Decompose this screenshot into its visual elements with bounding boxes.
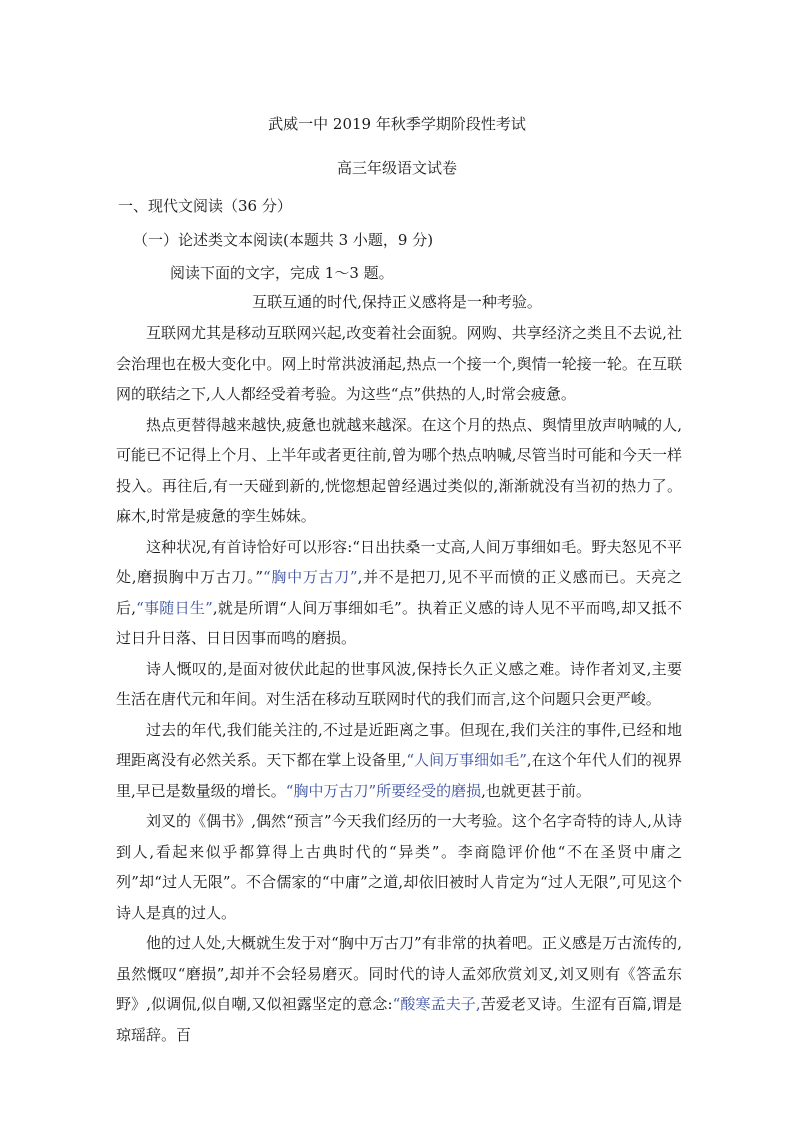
paragraph-5-highlight-a: “人间万事细如毛” — [406, 751, 527, 769]
paragraph-5-text-c: ,也就更甚于前。 — [481, 781, 591, 800]
paragraph-3-text-b: ,并不是把刀,见不平而愤的正义感而已。天亮之后, — [116, 568, 683, 617]
paragraph-1: 互联网尤其是移动互联网兴起,改变着社会面貌。网购、共享经济之类且不去说,社会治理也在极大变化中。网上时常洪波涌起,热点一个接一个,舆情一轮接一轮。在互联网的联结之下,人人都经受着考验。为这些“点”供热的人,时常会疲惫。 — [116, 324, 682, 403]
exam-title: 武威一中 2019 年秋季学期阶段性考试 — [268, 115, 526, 133]
paragraph-4: 诗人慨叹的,是面对彼伏此起的世事风波,保持长久正义感之难。诗作者刘叉,主要生活在唐代元和年间。对生活在移动互联网时代的我们而言,这个问题只会更严峻。 — [116, 659, 682, 708]
paragraph-7-highlight: “酸寒孟夫子, — [392, 995, 481, 1013]
reading-instruction: 阅读下面的文字，完成 1～3 题。 — [170, 264, 394, 282]
exam-subtitle: 高三年级语文试卷 — [336, 159, 457, 177]
paragraph-3-highlight-a: “胸中万古刀” — [263, 568, 358, 586]
paragraph-7-text-a: 他的过人处,大概就生发于对“胸中万古刀”有非常的执着吧。正义感是万古流传的,虽然慨叹“磨损”,却并不会轻易磨灭。同时代的诗人孟郊欣赏刘叉,刘叉则有《答孟东野》,似调侃,似自嘲,又似袒露坚定的意念: — [116, 934, 682, 1013]
paragraph-5-highlight-b: “胸中万古刀”所要经受的磨损 — [285, 781, 482, 800]
subsection-heading: （一）论述类文本阅读(本题共 3 小题，9 分) — [133, 231, 434, 249]
article-title: 互联互通的时代,保持正义感将是一种考验。 — [252, 293, 542, 311]
paragraph-3-text-c: ,就是所谓“人间万事细如毛”。执着正义感的诗人见不平而鸣,却又抵不过日升日落、日日因事而鸣的磨损。 — [116, 598, 682, 647]
section-heading: 一、现代文阅读（36 分） — [118, 197, 292, 215]
paragraph-5-text-b: ,在这个年代人们的视界里,早已是数量级的增长。 — [116, 751, 682, 800]
paragraph-6: 刘叉的《偶书》,偶然“预言”今天我们经历的一大考验。这个名字奇特的诗人,从诗到人,看起来似乎都算得上古典时代的“异类”。李商隐评价他“不在圣贤中庸之列”却“过人无限”。不合儒家的“中庸”之道,却依旧被时人肯定为“过人无限”,可见这个诗人是真的过人。 — [116, 812, 682, 922]
paragraph-7-text-b: 苦爱老叉诗。生涩有百篇,谓是琼瑶辞。百 — [116, 995, 682, 1044]
paragraph-2: 热点更替得越来越快,疲惫也就越来越深。在这个月的热点、舆情里放声呐喊的人,可能已不记得上个月、上半年或者更往前,曾为哪个热点呐喊,尽管当时可能和今天一样投入。再往后,有一天碰到新的,恍惚想起曾经遇过类似的,渐渐就没有当初的热力了。麻木,时常是疲惫的孪生姊妹。 — [116, 415, 682, 525]
paragraph-5-text-a: 过去的年代,我们能关注的,不过是近距离之事。但现在,我们关注的事件,已经和地理距离没有必然关系。天下都在掌上设备里, — [116, 720, 682, 769]
paragraph-5 — [116, 715, 682, 807]
paragraph-3 — [116, 532, 682, 654]
article-body — [116, 318, 682, 1050]
paragraph-3-highlight-b: “事随日生” — [136, 598, 213, 617]
paragraph-3-text-a: 这种状况,有首诗恰好可以形容:“日出扶桑一丈高,人间万事细如毛。野夫怒见不平处,磨损胸中万古刀。” — [116, 537, 682, 586]
paragraph-7 — [116, 928, 682, 1050]
